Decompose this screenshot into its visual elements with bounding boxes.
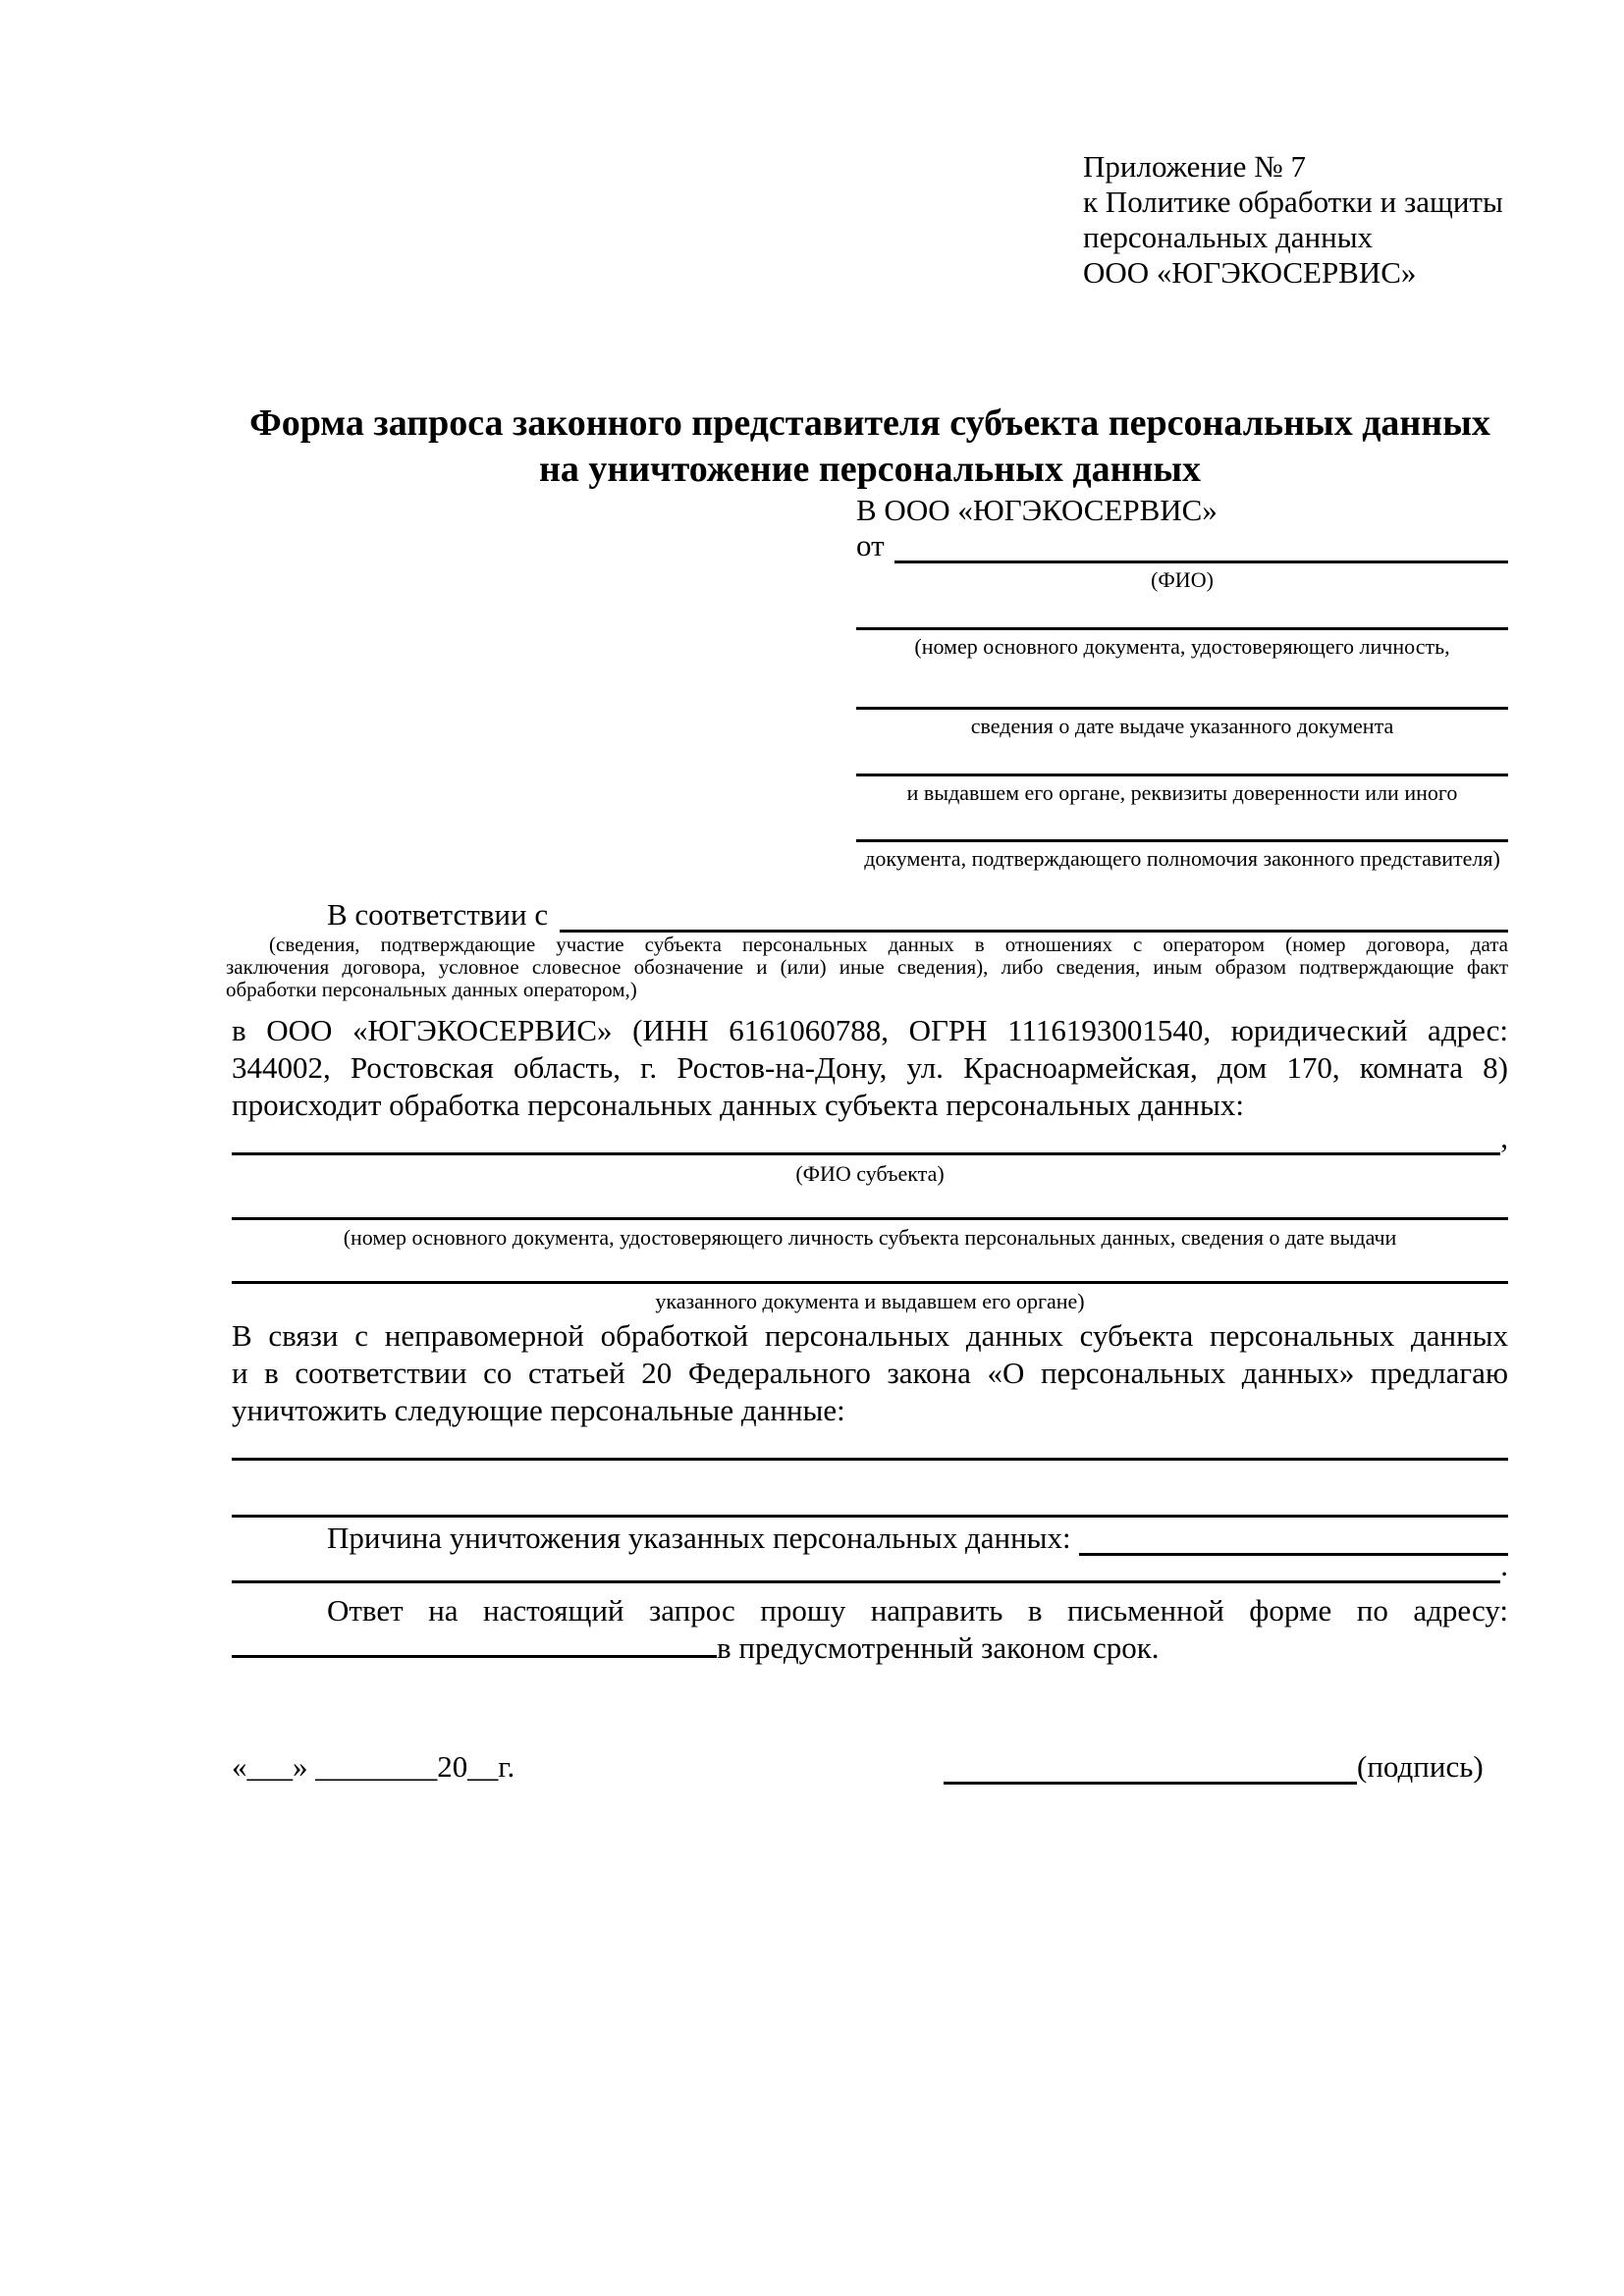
request-paragraph-line: В связи с неправомерной обработкой персональных данных субъекта персональных данных — [232, 1318, 1508, 1353]
subject-fio-comma: , — [1500, 1120, 1508, 1154]
authority-doc-blank-line — [856, 811, 1508, 842]
appendix-line: Приложение № 7 — [1083, 149, 1306, 184]
subject-fio-blank-line — [232, 1152, 1500, 1155]
doc-number-blank-line — [856, 599, 1508, 630]
subject-fio-caption: (ФИО субъекта) — [795, 1161, 945, 1186]
reason-label: Причина уничтожения указанных персональных данных: — [327, 1521, 1071, 1555]
data-list-blank-line — [232, 1486, 1508, 1518]
issuing-authority-caption: и выдавшем его органе, реквизиты доверенности или иного — [906, 780, 1458, 805]
appendix-line: к Политике обработки и защиты — [1083, 185, 1503, 219]
operator-paragraph-line: 344002, Ростовская область, г. Ростов-на-Дону, ул. Красноармейская, дом 170, комната 8) — [232, 1050, 1508, 1085]
subject-fio-row — [232, 1122, 1508, 1155]
from-row — [856, 530, 1508, 563]
appendix-line: персональных данных — [1083, 220, 1374, 254]
accordance-fine-print — [226, 934, 1508, 1001]
request-paragraph-line: и в соответствии со статьей 20 Федерального закона «О персональных данных» предлагаю — [232, 1356, 1508, 1390]
doc-number-caption: (номер основного документа, удостоверяющего личность, — [914, 634, 1450, 659]
subject-doc-blank-line — [232, 1189, 1508, 1220]
data-list-blank-line — [232, 1429, 1508, 1461]
issue-date-caption: сведения о дате выдаче указанного документа — [970, 714, 1394, 738]
reason-period: . — [1500, 1548, 1508, 1582]
accordance-row — [232, 897, 1508, 933]
fine-print-line: заключения договора, условное словесное обозначение и (или) иные сведения), либо сведения, иным образом подтверждающие факт — [226, 955, 1508, 979]
subject-doc2-caption: указанного документа и выдавшем его органе) — [655, 1289, 1085, 1313]
appendix-note — [1083, 149, 1503, 291]
addressee: В ООО «ЮГЭКОСЕРВИС» — [856, 493, 1218, 527]
operator-paragraph — [232, 1012, 1508, 1124]
answer-lead: Ответ на настоящий запрос прошу направить в письменной форме по адресу: — [327, 1593, 1508, 1628]
answer-address-blank-line — [232, 1655, 717, 1658]
page-title-line: на уничтожение персональных данных — [538, 449, 1202, 490]
reason-blank-line-2 — [232, 1580, 1500, 1583]
subject-doc-caption: (номер основного документа, удостоверяющего личность субъекта персональных данных, сведения о дате выдачи — [343, 1225, 1397, 1250]
request-paragraph — [232, 1317, 1508, 1429]
date-field: «___» ________20__г. — [232, 1749, 515, 1784]
answer-tail: в предусмотренный законом срок. — [717, 1630, 1160, 1665]
from-label: от — [856, 528, 885, 562]
accordance-lead: В соответствии с — [327, 897, 549, 932]
reason-row — [232, 1521, 1508, 1556]
issuing-authority-blank-line — [856, 745, 1508, 776]
signature-blank-line — [944, 1782, 1357, 1785]
answer-paragraph — [232, 1592, 1508, 1667]
operator-paragraph-line: происходит обработка персональных данных субъекта персональных данных: — [232, 1088, 1244, 1122]
page-title — [232, 400, 1508, 493]
fio-blank-line — [894, 561, 1508, 563]
reason-continuation-row — [232, 1548, 1508, 1583]
operator-paragraph-line: в ООО «ЮГЭКОСЕРВИС» (ИНН 6161060788, ОГРН 1116193001540, юридический адрес: — [232, 1013, 1508, 1047]
appendix-line: ООО «ЮГЭКОСЕРВИС» — [1083, 255, 1417, 290]
signature-row — [944, 1749, 1484, 1785]
authority-doc-caption: документа, подтверждающего полномочия законного представителя) — [864, 846, 1500, 871]
signature-caption: (подпись) — [1357, 1749, 1484, 1784]
request-paragraph-line: уничтожить следующие персональные данные: — [232, 1393, 845, 1427]
fine-print-line: обработки персональных данных оператором,) — [226, 978, 637, 1001]
page-title-line: Форма запроса законного представителя субъекта персональных данных — [249, 402, 1490, 444]
fine-print-line: (сведения, подтверждающие участие субъекта персональных данных в отношениях с оператором (номер договора, дата — [269, 933, 1508, 956]
fio-caption: (ФИО) — [1151, 567, 1214, 592]
issue-date-blank-line — [856, 678, 1508, 710]
answer-line — [232, 1629, 1508, 1667]
subject-doc2-blank-line — [232, 1253, 1508, 1284]
